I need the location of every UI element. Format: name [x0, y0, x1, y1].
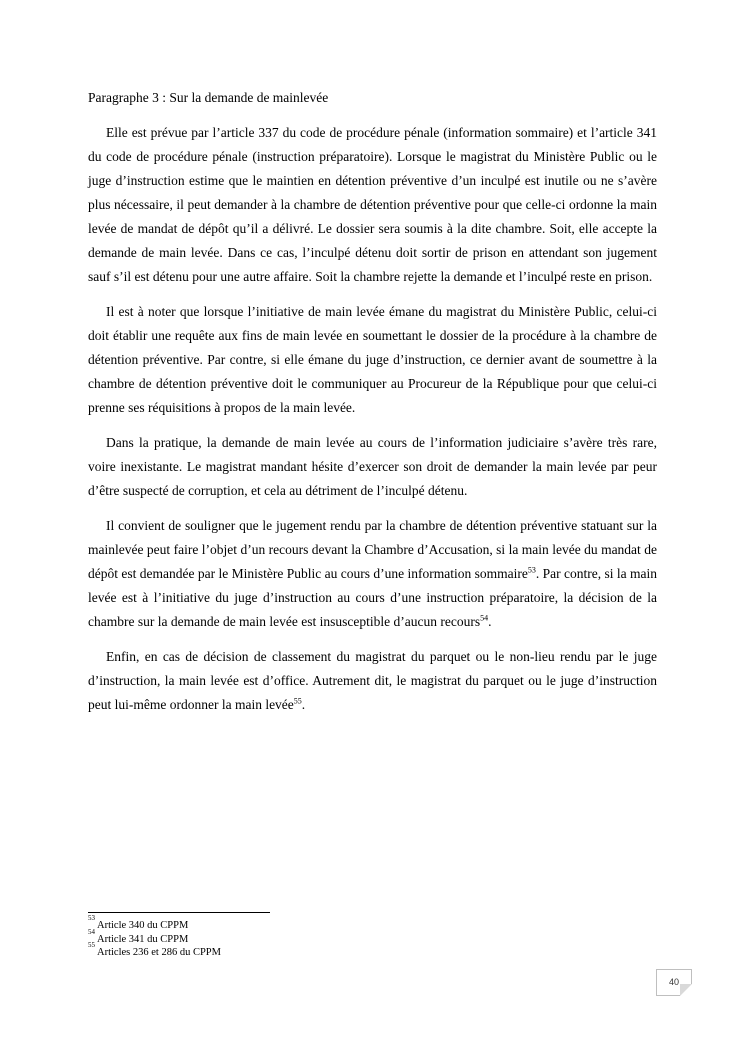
- paragraph-2: Il est à noter que lorsque l’initiative de main levée émane du magistrat du Ministère Public, celui-ci doit établir une requête aux fins de main levée en soumettant le dossier de la procédure à la chambre de détention préventive. Par contre, si elle émane du juge d’instruction, ce dernier avant de soumettre à la chambre de détention préventive doit le communiquer au Procureur de la République pour que celui-ci prenne ses réquisitions à propos de la main levée.: [88, 304, 657, 415]
- paragraph-1: Elle est prévue par l’article 337 du code de procédure pénale (information sommaire) et l’article 341 du code de procédure pénale (instruction préparatoire). Lorsque le magistrat du Ministère Public ou le juge d’instruction estime que le maintien en détention préventive d’un inculpé est inutile ou ne s’avère plus nécessaire, il peut demander à la chambre de détention préventive pour que celle-ci ordonne la main levée de mandat de dépôt qu’il a délivré. Le dossier sera soumis à la dite chambre. Soit, elle accepte la demande de main levée. Dans ce cas, l’inculpé détenu doit sortir de prison en attendant son jugement sauf s’il est détenu pour une autre affaire. Soit la chambre rejette la demande et l’inculpé reste en prison.: [88, 125, 657, 284]
- document-body: [88, 121, 657, 728]
- footnote-54: [88, 927, 221, 947]
- footnote-text: Article 341 du CPPM: [97, 933, 189, 945]
- paragraph-5-text-b: .: [301, 697, 306, 712]
- footnote-text: Article 340 du CPPM: [97, 920, 189, 931]
- paragraph-3: Dans la pratique, la demande de main levée au cours de l’information judiciaire s’avère très rare, voire inexistante. Le magistrat mandant hésite d’exercer son droit de demander la main levée par peur d’être suspecté de corruption, et cela au détriment de l’inculpé détenu.: [88, 435, 657, 498]
- footnote-53: [88, 914, 221, 933]
- footnotes: [88, 914, 221, 960]
- footnote-ref-54[interactable]: 54: [480, 613, 489, 623]
- page-number-badge: 40: [656, 969, 692, 996]
- paragraph-5-text-a: Enfin, en cas de décision de classement du magistrat du parquet ou le non-lieu rendu par le juge d’instruction, la main levée est d’office. Autrement dit, le magistrat du parquet ou le juge d’instruction peut lui-même ordonner la main levée: [88, 649, 657, 712]
- paragraph-4-text-a: Il convient de souligner que le jugement rendu par la chambre de détention préventive statuant sur la mainlevée peut faire l’objet d’un recours devant la Chambre d’Accusation, si la main levée du mandat de dépôt est demandée par le Ministère Public au cours d’une information sommaire: [88, 518, 657, 581]
- section-heading: Paragraphe 3 : Sur la demande de mainlevée: [88, 90, 329, 105]
- footnote-number: 53: [88, 914, 95, 922]
- footnote-ref-55[interactable]: 55: [293, 696, 302, 706]
- footnote-55: [88, 941, 221, 960]
- footnote-ref-53[interactable]: 53: [527, 565, 536, 575]
- paragraph-5: [88, 645, 657, 717]
- paragraph-4-text-c: .: [488, 614, 492, 629]
- paragraph-4: [88, 514, 657, 634]
- footnote-number: 54: [88, 927, 95, 936]
- footnote-number: 55: [88, 941, 95, 949]
- footnote-text: Articles 236 et 286 du CPPM: [97, 947, 221, 958]
- footnote-separator: [88, 912, 270, 913]
- paragraph-4-text-b: . Par contre, si la main levée est à l’initiative du juge d’instruction au cours d’une instruction préparatoire, la décision de la chambre sur la demande de main levée est insusceptible d’aucun recours: [88, 566, 657, 629]
